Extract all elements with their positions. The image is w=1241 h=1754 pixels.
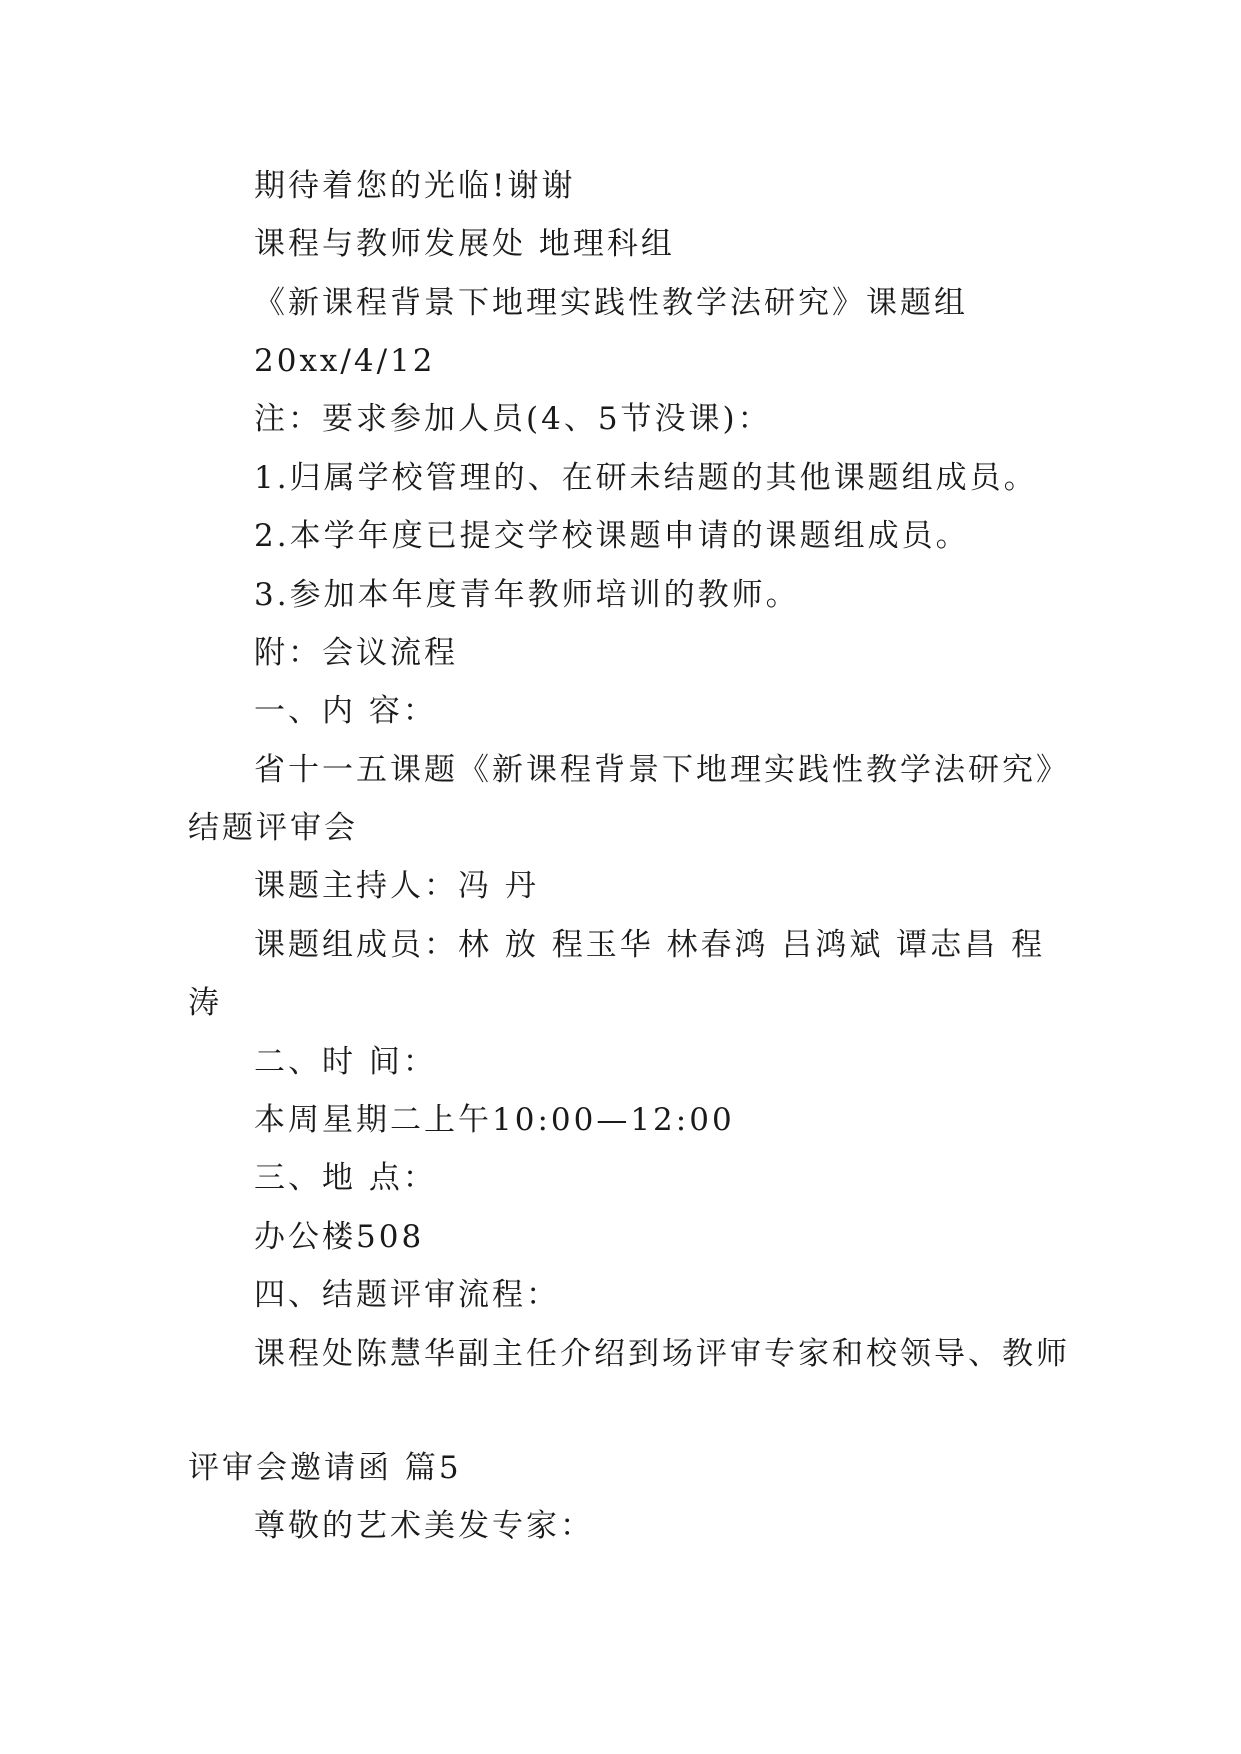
note-item-2: 2.本学年度已提交学校课题申请的课题组成员。 [254, 518, 970, 554]
note-item-3: 3.参加本年度青年教师培训的教师。 [254, 577, 800, 613]
organizer-line: 课程与教师发展处 地理科组 [254, 226, 675, 262]
date-line: 20xx/4/12 [254, 343, 436, 379]
invitation-title: 评审会邀请函 篇5 [188, 1450, 462, 1486]
salutation-line: 尊敬的艺术美发专家： [254, 1508, 594, 1544]
host-line: 课题主持人：冯 丹 [254, 868, 539, 904]
appendix-heading: 附：会议流程 [254, 635, 458, 671]
place-line: 办公楼508 [254, 1219, 425, 1255]
members-line-2: 涛 [188, 985, 222, 1021]
note-line: 注：要求参加人员(4、5节没课)： [254, 401, 772, 437]
section-process-heading: 四、结题评审流程： [254, 1277, 560, 1313]
members-line-1: 课题组成员：林 放 程玉华 林春鸿 吕鸿斌 谭志昌 程 [254, 927, 1046, 963]
closing-line: 期待着您的光临!谢谢 [254, 168, 576, 204]
research-group-line: 《新课程背景下地理实践性教学法研究》课题组 [254, 285, 968, 321]
content-line-2: 结题评审会 [188, 810, 358, 846]
note-item-1: 1.归属学校管理的、在研未结题的其他课题组成员。 [254, 460, 1038, 496]
section-place-heading: 三、地 点： [254, 1160, 437, 1196]
content-line-1: 省十一五课题《新课程背景下地理实践性教学法研究》 [254, 752, 1070, 788]
time-line: 本周星期二上午10:00—12:00 [254, 1102, 735, 1138]
section-content-heading: 一、内 容： [254, 693, 437, 729]
process-line: 课程处陈慧华副主任介绍到场评审专家和校领导、教师 [254, 1336, 1070, 1372]
section-time-heading: 二、时 间： [254, 1044, 437, 1080]
